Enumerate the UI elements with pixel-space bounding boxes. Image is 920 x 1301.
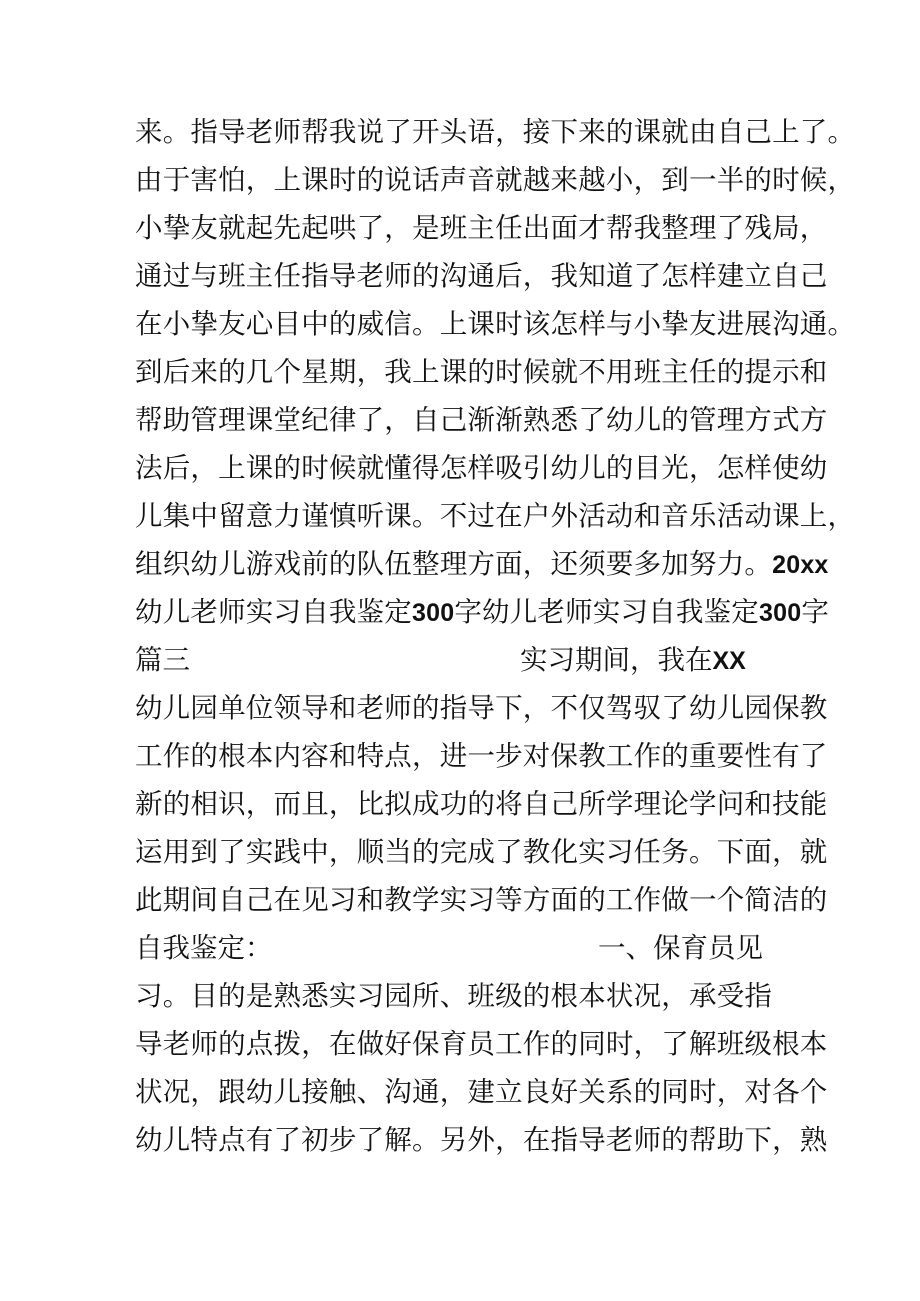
text-line: 来。指导老师帮我说了开头语，接下来的课就由自己上了。 xyxy=(135,116,856,148)
bold-number: 300 xyxy=(759,599,802,627)
text-segment xyxy=(520,640,746,681)
bold-number: 20xx xyxy=(772,551,829,579)
section-label: 篇三 xyxy=(135,644,190,676)
text-line: 此期间自己在见习和教学实习等方面的工作做一个简洁的 xyxy=(135,884,828,916)
text-segment-inner: 实习期间，我在 xyxy=(520,644,713,676)
text-segment: 字幼儿老师实习自我鉴定 xyxy=(454,596,760,628)
text-line: 到后来的几个星期，我上课的时候就不用班主任的提示和 xyxy=(135,356,828,388)
bold-number: 300 xyxy=(412,599,455,627)
text-line: 通过与班主任指导老师的沟通后，我知道了怎样建立自己 xyxy=(135,260,828,292)
text-line xyxy=(135,544,829,585)
text-line: 状况，跟幼儿接触、沟通，建立良好关系的同时，对各个 xyxy=(135,1076,828,1108)
text-line: 幼儿特点有了初步了解。另外，在指导老师的帮助下，熟 xyxy=(135,1124,828,1156)
text-line: 儿集中留意力谨慎听课。不过在户外活动和音乐活动课上， xyxy=(135,500,856,532)
text-line: 习。目的是熟悉实习园所、班级的根本状况，承受指 xyxy=(135,980,773,1012)
text-segment: 幼儿老师实习自我鉴定 xyxy=(135,596,412,628)
text-line: 幼儿园单位领导和老师的指导下，不仅驾驭了幼儿园保教 xyxy=(135,692,828,724)
text-line: 运用到了实践中，顺当的完成了教化实习任务。下面，就 xyxy=(135,836,828,868)
text-line: 在小挚友心目中的威信。上课时该怎样与小挚友进展沟通。 xyxy=(135,308,856,340)
text-line xyxy=(135,592,829,633)
text-line: 法后，上课的时候就懂得怎样吸引幼儿的目光，怎样使幼 xyxy=(135,452,828,484)
text-line: 导老师的点拨，在做好保育员工作的同时，了解班级根本 xyxy=(135,1028,828,1060)
text-line: 新的相识，而且，比拟成功的将自己所学理论学问和技能 xyxy=(135,788,828,820)
bold-placeholder: XX xyxy=(712,647,746,675)
section-heading: 一、保育员见 xyxy=(598,932,763,964)
text-segment: 组织幼儿游戏前的队伍整理方面，还须要多加努力。 xyxy=(135,548,773,580)
text-line: 小挚友就起先起哄了，是班主任出面才帮我整理了残局， xyxy=(135,212,828,244)
text-line: 帮助管理课堂纪律了，自己渐渐熟悉了幼儿的管理方式方 xyxy=(135,404,828,436)
text-segment: 字 xyxy=(801,596,830,628)
text-line: 工作的根本内容和特点，进一步对保教工作的重要性有了 xyxy=(135,740,828,772)
text-segment: 自我鉴定： xyxy=(135,932,273,964)
text-line: 由于害怕，上课时的说话声音就越来越小，到一半的时候， xyxy=(135,164,856,196)
